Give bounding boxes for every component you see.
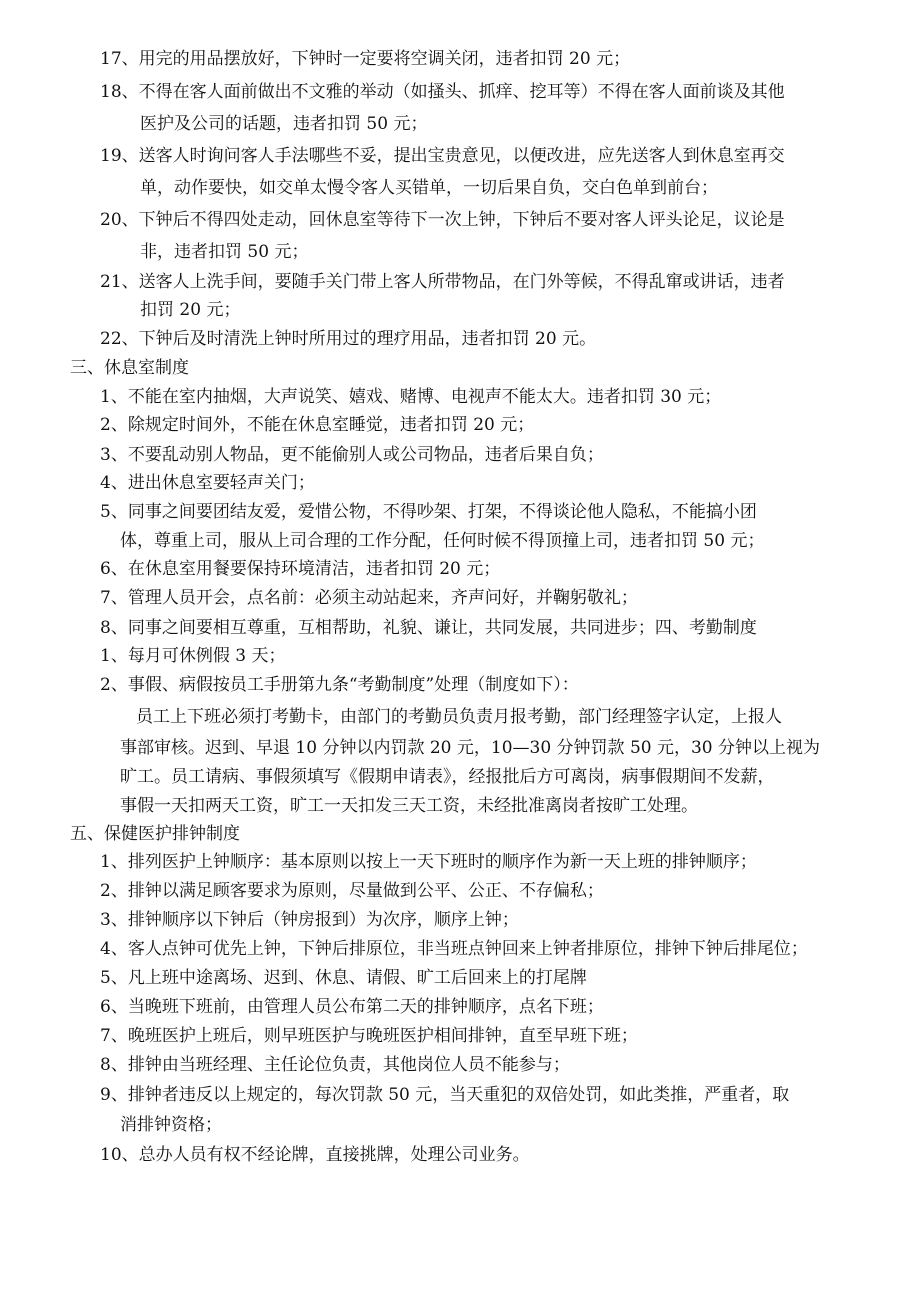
rest-rule-5-line-2: 体，尊重上司，服从上司合理的工作分配，任何时候不得顶撞上司，违者扣罚 50 元；	[120, 531, 765, 551]
rule-22: 22、下钟后及时清洗上钟时所用过的理疗用品，违者扣罚 20 元。	[100, 329, 597, 349]
rest-rule-7: 7、管理人员开会，点名前：必须主动站起来，齐声问好，并鞠躬敬礼；	[100, 588, 638, 608]
attendance-rule-2: 2、事假、病假按员工手册第九条“考勤制度”处理（制度如下）：	[100, 675, 579, 695]
rule-21-line-1: 21、送客人上洗手间，要随手关门带上客人所带物品，在门外等候，不得乱窜或讲话，违者	[100, 272, 785, 292]
shift-rule-1: 1、排列医护上钟顺序：基本原则以按上一天下班时的顺序作为新一天上班的排钟顺序；	[100, 852, 757, 872]
shift-rule-6: 6、当晚班下班前，由管理人员公布第二天的排钟顺序，点名下班；	[100, 997, 604, 1017]
section-5-heading: 五、保健医护排钟制度	[70, 824, 240, 844]
rule-19-line-2: 单，动作要快，如交单太慢令客人买错单，一切后果自负，交白色单到前台；	[140, 178, 718, 198]
rest-rule-8: 8、同事之间要相互尊重，互相帮助，礼貌、谦让，共同发展，共同进步；四、考勤制度	[100, 618, 757, 638]
rule-21-line-2: 扣罚 20 元；	[140, 300, 241, 320]
rest-rule-1: 1、不能在室内抽烟，大声说笑、嬉戏、赌博、电视声不能太大。违者扣罚 30 元；	[100, 387, 722, 407]
rule-17-line-1: 17、用完的用品摆放好，下钟时一定要将空调关闭，违者扣罚 20 元；	[100, 49, 631, 69]
shift-rule-9-line-1: 9、排钟者违反以上规定的，每次罚款 50 元，当天重犯的双倍处罚，如此类推，严重者，取	[100, 1085, 790, 1105]
rest-rule-2: 2、除规定时间外，不能在休息室睡觉，违者扣罚 20 元；	[100, 415, 535, 435]
rest-rule-5-line-1: 5、同事之间要团结友爱，爱惜公物，不得吵架、打架，不得谈论他人隐私，不能搞小团	[100, 502, 757, 522]
rule-18-line-1: 18、不得在客人面前做出不文雅的举动（如搔头、抓痒、挖耳等）不得在客人面前谈及其他	[100, 82, 785, 102]
shift-rule-7: 7、晚班医护上班后，则早班医护与晚班医护相间排钟，直至早班下班；	[100, 1026, 638, 1046]
attendance-rule-1: 1、每月可休例假 3 天；	[100, 646, 286, 666]
rest-rule-3: 3、不要乱动别人物品，更不能偷别人或公司物品，违者后果自负；	[100, 445, 604, 465]
attendance-paragraph-line-4: 事假一天扣两天工资，旷工一天扣发三天工资，未经批准离岗者按旷工处理。	[120, 796, 698, 816]
shift-rule-3: 3、排钟顺序以下钟后（钟房报到）为次序，顺序上钟；	[100, 910, 519, 930]
shift-rule-4: 4、客人点钟可优先上钟，下钟后排原位，非当班点钟回来上钟者排原位，排钟下钟后排尾位；	[100, 939, 808, 959]
rule-19-line-1: 19、送客人时询问客人手法哪些不妥，提出宝贵意见，以便改进，应先送客人到休息室再交	[100, 146, 785, 166]
rest-rule-6: 6、在休息室用餐要保持环境清洁，违者扣罚 20 元；	[100, 559, 501, 579]
rule-20-line-2: 非，违者扣罚 50 元；	[140, 242, 309, 262]
shift-rule-5: 5、凡上班中途离场、迟到、休息、请假、旷工后回来上的打尾牌	[100, 968, 587, 988]
attendance-paragraph-line-2: 事部审核。迟到、早退 10 分钟以内罚款 20 元，10—30 分钟罚款 50 元，30 分钟以上视为	[120, 738, 821, 758]
section-3-heading: 三、休息室制度	[70, 358, 189, 378]
attendance-paragraph-line-1: 员工上下班必须打考勤卡，由部门的考勤员负责月报考勤，部门经理签字认定，上报人	[136, 707, 782, 727]
shift-rule-9-line-2: 消排钟资格；	[120, 1115, 222, 1135]
shift-rule-8: 8、排钟由当班经理、主任论位负责，其他岗位人员不能参与；	[100, 1055, 570, 1075]
rest-rule-4: 4、进出休息室要轻声关门；	[100, 473, 315, 493]
attendance-paragraph-line-3: 旷工。员工请病、事假须填写《假期申请表》，经报批后方可离岗，病事假期间不发薪，	[120, 767, 775, 787]
rule-18-line-2: 医护及公司的话题，违者扣罚 50 元；	[140, 114, 428, 134]
shift-rule-2: 2、排钟以满足顾客要求为原则，尽量做到公平、公正、不存偏私；	[100, 881, 604, 901]
shift-rule-10: 10、总办人员有权不经论牌，直接挑牌，处理公司业务。	[100, 1145, 530, 1165]
rule-20-line-1: 20、下钟后不得四处走动，回休息室等待下一次上钟，下钟后不要对客人评头论足，议论是	[100, 210, 785, 230]
